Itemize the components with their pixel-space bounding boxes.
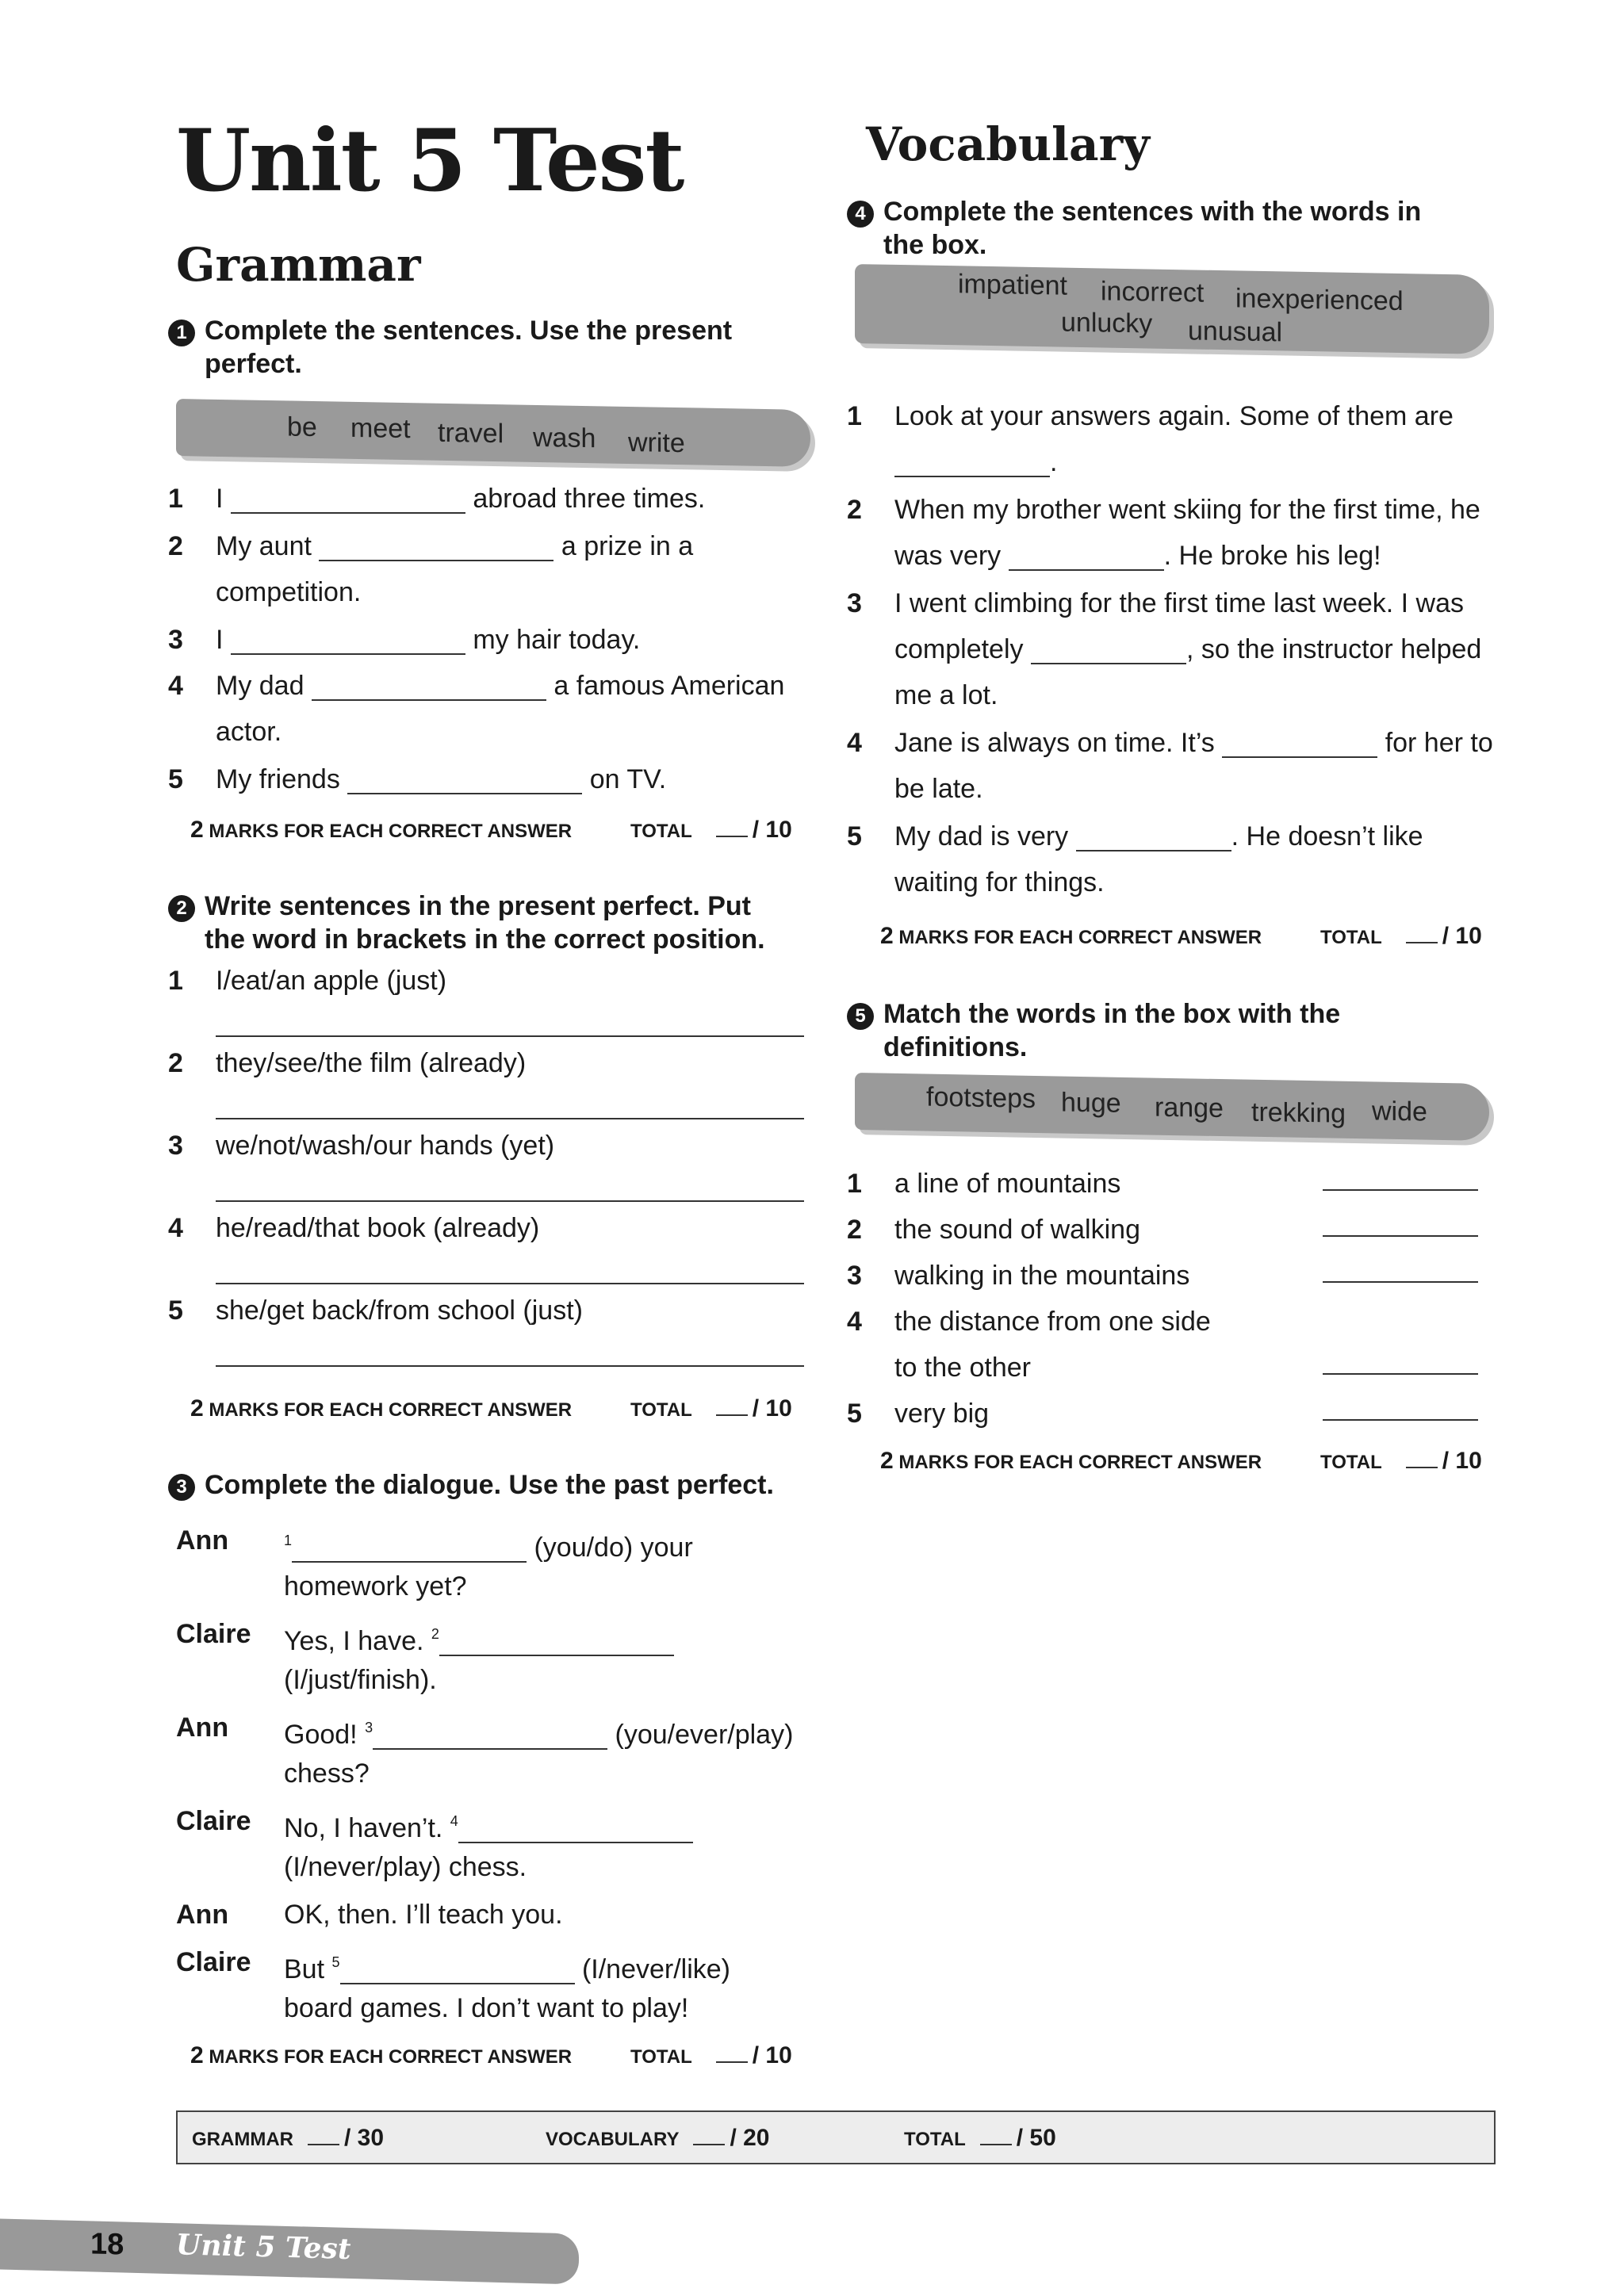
answer-line[interactable] xyxy=(216,1283,804,1284)
ex3-number: 3 xyxy=(168,1474,195,1501)
answer-blank[interactable] xyxy=(894,449,1050,477)
answer-line[interactable] xyxy=(1323,1235,1478,1237)
ex1-instruction: 1 Complete the sentences. Use the present perfect. xyxy=(168,314,732,381)
word-box-item: footsteps xyxy=(926,1081,1036,1114)
answer-blank[interactable] xyxy=(312,672,546,701)
vocabulary-heading: Vocabulary xyxy=(866,117,1150,171)
answer-blank[interactable] xyxy=(231,626,465,655)
answer-blank[interactable] xyxy=(347,766,582,794)
ex2-instruction: 2 Write sentences in the present perfect. Put the word in brackets in the correct position. xyxy=(168,890,765,956)
ex5-word-box xyxy=(855,1073,1489,1141)
grammar-total: GRAMMAR / 30 xyxy=(192,2125,385,2151)
grammar-heading: Grammar xyxy=(176,238,421,292)
ex2-marks: 2 MARKS FOR EACH CORRECT ANSWER TOTAL / 10 xyxy=(190,1395,792,1422)
ex5-marks: 2 MARKS FOR EACH CORRECT ANSWER TOTAL / 10 xyxy=(880,1448,1482,1474)
word-box-item: incorrect xyxy=(1101,276,1205,308)
ex3-marks: 2 MARKS FOR EACH CORRECT ANSWER TOTAL / 10 xyxy=(190,2042,792,2068)
ex4-word-box xyxy=(855,264,1489,354)
answer-line[interactable] xyxy=(216,1035,804,1037)
answer-line[interactable] xyxy=(1323,1189,1478,1191)
ex3-instruction: 3 Complete the dialogue. Use the past perfect. xyxy=(168,1468,774,1502)
word-box-item: unusual xyxy=(1188,316,1283,348)
word-box-item: impatient xyxy=(958,269,1067,301)
page-footer xyxy=(0,2218,579,2284)
answer-blank[interactable] xyxy=(373,1721,607,1750)
ex1-word-box xyxy=(176,399,810,467)
answer-blank[interactable] xyxy=(1076,823,1231,851)
answer-blank[interactable] xyxy=(458,1815,693,1843)
answer-blank[interactable] xyxy=(231,485,465,514)
answer-line[interactable] xyxy=(216,1365,804,1367)
word-box-item: be xyxy=(287,411,317,443)
answer-blank[interactable] xyxy=(1222,729,1377,758)
answer-blank[interactable] xyxy=(1031,636,1186,664)
word-box-item: inexperienced xyxy=(1235,283,1404,317)
ex4-number: 4 xyxy=(847,201,874,228)
word-box-item: travel xyxy=(438,417,504,450)
answer-blank[interactable] xyxy=(292,1534,527,1563)
ex4-marks: 2 MARKS FOR EACH CORRECT ANSWER TOTAL / 10 xyxy=(880,923,1482,949)
ex1-marks: 2 MARKS FOR EACH CORRECT ANSWER TOTAL / 10 xyxy=(190,817,792,843)
answer-blank[interactable] xyxy=(1009,542,1164,571)
footer-label: Unit 5 Test xyxy=(176,2228,351,2267)
overall-total: TOTAL / 50 xyxy=(904,2125,1056,2151)
answer-line[interactable] xyxy=(1323,1281,1478,1283)
word-box-item: unlucky xyxy=(1061,307,1153,339)
page-number: 18 xyxy=(90,2227,124,2262)
ex1-number: 1 xyxy=(168,320,195,346)
score-summary-box xyxy=(176,2110,1496,2164)
answer-blank[interactable] xyxy=(439,1628,674,1656)
answer-blank[interactable] xyxy=(340,1956,575,1984)
ex5-instruction: 5 Match the words in the box with the definitions. xyxy=(847,997,1340,1064)
word-box-item: write xyxy=(628,427,685,459)
ex4-instruction: 4 Complete the sentences with the words in the box. xyxy=(847,195,1421,262)
word-box-item: wide xyxy=(1372,1096,1427,1127)
word-box-item: huge xyxy=(1061,1087,1121,1119)
ex2-number: 2 xyxy=(168,895,195,922)
answer-line[interactable] xyxy=(216,1118,804,1119)
word-box-item: trekking xyxy=(1251,1096,1346,1129)
word-box-item: wash xyxy=(533,422,596,454)
answer-line[interactable] xyxy=(1323,1419,1478,1421)
answer-line[interactable] xyxy=(1323,1373,1478,1375)
answer-blank[interactable] xyxy=(319,533,553,561)
vocabulary-total: VOCABULARY / 20 xyxy=(546,2125,770,2151)
ex5-number: 5 xyxy=(847,1003,874,1030)
answer-line[interactable] xyxy=(216,1200,804,1202)
word-box-item: meet xyxy=(350,412,411,445)
page-title: Unit 5 Test xyxy=(176,111,684,211)
word-box-item: range xyxy=(1155,1092,1224,1124)
